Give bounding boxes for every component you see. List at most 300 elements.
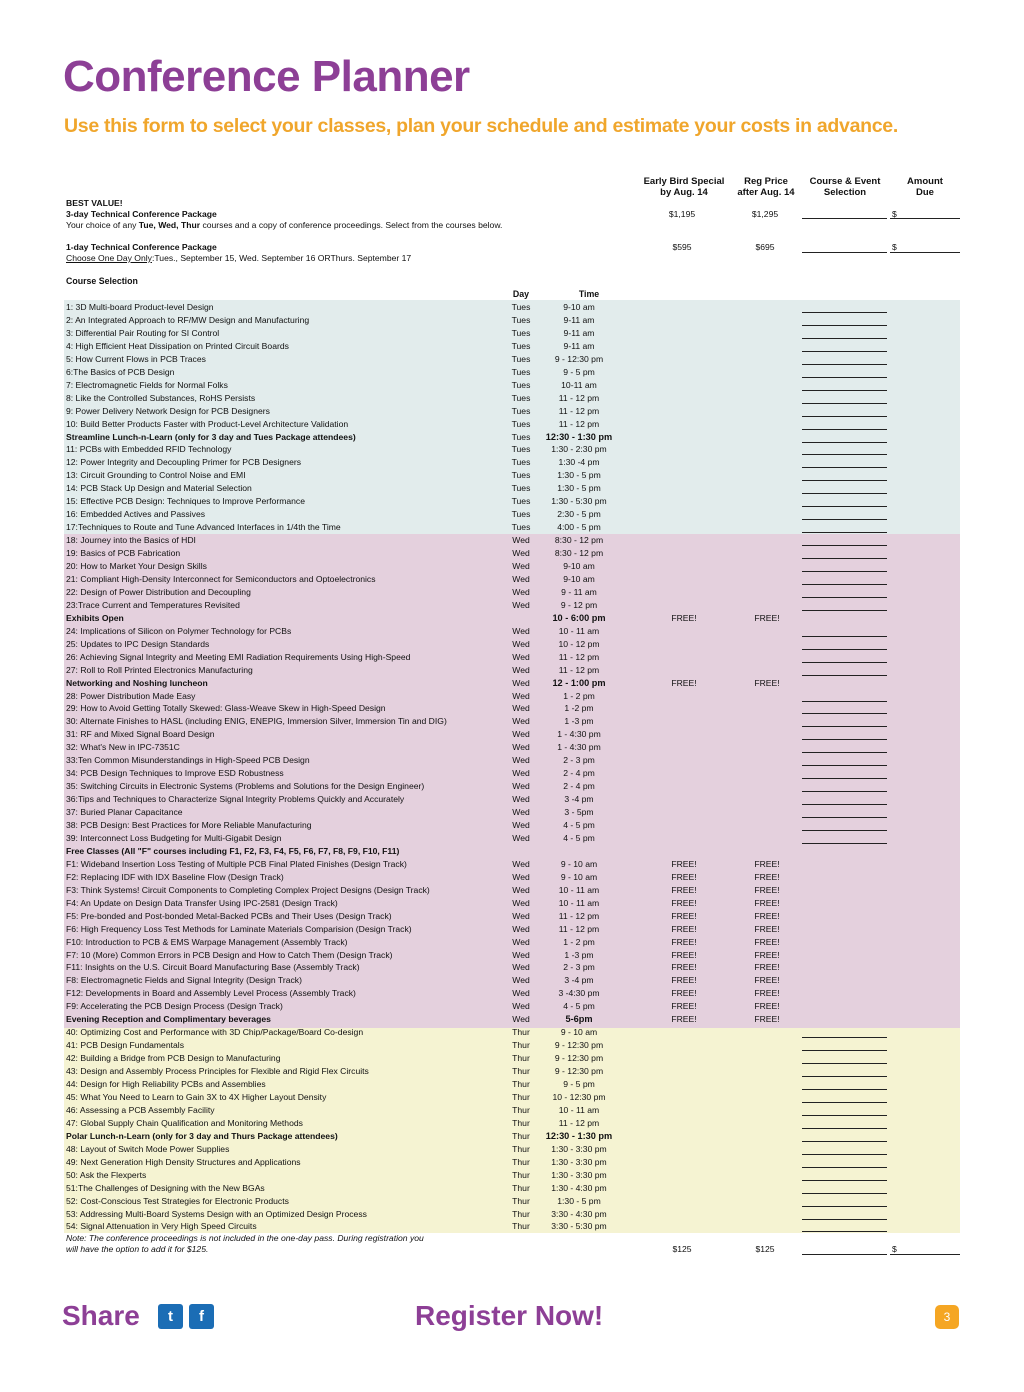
course-selection-field[interactable]: [802, 364, 887, 365]
course-time: 3:30 - 5:30 pm: [551, 1221, 607, 1232]
course-selection-field[interactable]: [802, 1219, 887, 1220]
course-day: Wed: [512, 910, 530, 921]
course-selection-field[interactable]: [802, 493, 887, 494]
share-label: Share: [62, 1300, 140, 1331]
course-day: Tues: [511, 405, 531, 416]
course-time: 1 - 4:30 pm: [557, 742, 601, 753]
table-row: [64, 728, 960, 741]
reg-price-free: FREE!: [754, 871, 780, 882]
course-time: 8:30 - 12 pm: [554, 548, 604, 559]
course-name: 12: Power Integrity and Decoupling Primer for PCB Designers: [66, 457, 302, 468]
course-selection-field[interactable]: [802, 636, 887, 637]
course-time: 10 - 6:00 pm: [552, 612, 606, 623]
course-day: Wed: [512, 923, 530, 934]
table-row: [64, 301, 960, 314]
early-bird-free: FREE!: [671, 975, 697, 986]
course-time: 1 -3 pm: [564, 716, 594, 727]
table-row: [64, 547, 960, 560]
course-time: 9-11 am: [563, 340, 595, 351]
course-day: Wed: [512, 794, 530, 805]
course-day: Wed: [512, 884, 530, 895]
course-selection-field[interactable]: [802, 726, 887, 727]
course-day: Wed: [512, 664, 530, 675]
course-name: 2: An Integrated Approach to RF/MW Design and Manufacturing: [66, 314, 310, 325]
table-row: [64, 534, 960, 547]
course-selection-field[interactable]: [802, 804, 887, 805]
course-day: Wed: [512, 561, 530, 571]
course-day: Thur: [512, 1066, 530, 1077]
table-row: [64, 521, 960, 534]
course-time: 10 - 12:30 pm: [552, 1091, 606, 1102]
course-day: Thur: [512, 1091, 530, 1102]
twitter-icon[interactable]: t: [158, 1304, 183, 1329]
table-row: [64, 482, 960, 495]
course-time: 4 - 5 pm: [563, 1001, 595, 1012]
course-selection-field[interactable]: [802, 1037, 887, 1038]
reg-price-free: FREE!: [754, 858, 780, 869]
course-name: 32: What's New in IPC-7351C: [66, 742, 180, 753]
course-day: Tues: [511, 431, 531, 442]
course-time: 10 - 11 am: [558, 897, 600, 908]
table-row: [64, 1130, 960, 1143]
course-day: Tues: [511, 496, 531, 507]
course-name: 47: Global Supply Chain Qualification and Monitoring Methods: [66, 1117, 303, 1128]
table-row: [64, 884, 960, 897]
course-name: 21: Compliant High-Density Interconnect for Semiconductors and Optoelectronics: [66, 573, 376, 584]
table-row: [64, 1052, 960, 1065]
course-selection-field[interactable]: [802, 610, 887, 611]
table-row: [64, 1091, 960, 1104]
course-day: Wed: [512, 677, 530, 688]
course-selection-field[interactable]: [802, 778, 887, 779]
course-day: Tues: [511, 379, 531, 390]
reg-price-free: FREE!: [754, 923, 780, 934]
course-name: F2: Replacing IDF with IDX Baseline Flow (Design Track): [66, 871, 284, 882]
one-day-early-price: $595: [672, 242, 692, 252]
header-selection: Course & Event Selection: [809, 176, 881, 198]
course-time: 11 - 12 pm: [558, 923, 600, 934]
course-selection-field[interactable]: [802, 791, 887, 792]
course-name: 23:Trace Current and Temperatures Revisited: [66, 599, 240, 610]
course-day: Wed: [512, 820, 530, 830]
course-time: 9-10 am: [563, 302, 595, 312]
table-row: [64, 741, 960, 754]
course-name: 36:Tips and Techniques to Characterize Signal Integrity Problems Quickly and Accurately: [66, 794, 405, 805]
one-day-desc: Choose One Day Only:Tues., September 15, Wed. September 16 ORThurs. September 17: [66, 253, 412, 263]
table-row: [64, 1065, 960, 1078]
course-selection-field[interactable]: [802, 442, 887, 443]
course-name: 50: Ask the Flexperts: [66, 1169, 147, 1180]
course-name: 10: Build Better Products Faster with Product-Level Architecture Validation: [66, 418, 349, 429]
course-day: Tues: [511, 444, 531, 455]
course-name: F8: Electromagnetic Fields and Signal Integrity (Design Track): [66, 975, 302, 986]
table-row: [64, 1156, 960, 1169]
course-selection-field[interactable]: [802, 713, 887, 714]
course-name: 48: Layout of Switch Mode Power Supplies: [66, 1143, 230, 1154]
course-name: 30: Alternate Finishes to HASL (including ENIG, ENEPIG, Immersion Silver, Immersion Tin and DIG): [66, 716, 447, 727]
course-selection-field[interactable]: [802, 1115, 887, 1116]
proceedings-early-price: $125: [672, 1244, 692, 1254]
course-selection-field[interactable]: [802, 351, 887, 352]
table-row: [64, 625, 960, 638]
course-time: 1:30 - 2:30 pm: [551, 444, 607, 455]
early-bird-free: FREE!: [671, 949, 697, 960]
table-row: [64, 560, 960, 573]
day-column-header: Day: [512, 289, 530, 299]
table-row: [64, 1169, 960, 1182]
course-name: 51:The Challenges of Designing with the New BGAs: [66, 1182, 265, 1193]
table-row: [64, 638, 960, 651]
course-name: Networking and Noshing luncheon: [66, 677, 208, 688]
course-time: 3 -4:30 pm: [558, 988, 600, 999]
header-amount-due: Amount Due: [907, 176, 943, 198]
course-selection-field[interactable]: [802, 1102, 887, 1103]
course-day: Tues: [511, 353, 531, 364]
register-now-link[interactable]: Register Now!: [415, 1300, 604, 1331]
course-day: Wed: [512, 755, 530, 766]
course-selection-field[interactable]: [802, 558, 887, 559]
course-day: Tues: [511, 314, 531, 325]
course-selection-field[interactable]: [802, 1193, 887, 1194]
course-day: Wed: [512, 535, 530, 546]
course-day: Wed: [512, 651, 530, 662]
course-selection-field[interactable]: [802, 1180, 887, 1181]
course-name: Polar Lunch-n-Learn (only for 3 day and Thurs Package attendees): [66, 1130, 338, 1141]
course-name: F5: Pre-bonded and Post-bonded Metal-Backed PCBs and Their Uses (Design Track): [66, 910, 392, 921]
course-name: 24: Implications of Silicon on Polymer Technology for PCBs: [66, 625, 292, 636]
course-selection-field[interactable]: [802, 506, 887, 507]
course-name: 37: Buried Planar Capacitance: [66, 807, 183, 818]
proceedings-amount-field[interactable]: [890, 1254, 960, 1255]
course-time: 9 - 10 am: [560, 858, 598, 869]
course-selection-field[interactable]: [802, 765, 887, 766]
header-reg-price: Reg Price after Aug. 14: [737, 176, 795, 198]
table-row: [64, 392, 960, 405]
course-name: F9: Accelerating the PCB Design Process (Design Track): [66, 1001, 283, 1012]
course-time: 11 - 12 pm: [558, 405, 600, 416]
course-day: Wed: [512, 807, 530, 818]
course-time: 11 - 12 pm: [558, 651, 600, 662]
course-time: 1:30 - 3:30 pm: [551, 1143, 607, 1154]
course-day: Tues: [511, 522, 531, 533]
course-day: Wed: [512, 781, 530, 792]
course-name: 43: Design and Assembly Process Principles for Flexible and Rigid Flex Circuits: [66, 1066, 369, 1077]
course-day: Thur: [512, 1104, 530, 1115]
course-time: 1:30 - 4:30 pm: [551, 1182, 607, 1193]
reg-price-free: FREE!: [754, 936, 780, 947]
course-day: Wed: [512, 625, 530, 636]
course-selection-field[interactable]: [802, 1154, 887, 1155]
course-selection-field[interactable]: [802, 675, 887, 676]
course-day: Wed: [512, 638, 530, 649]
course-name: 6:The Basics of PCB Design: [66, 366, 175, 377]
course-selection-field[interactable]: [802, 519, 887, 520]
course-selection-field[interactable]: [802, 545, 887, 546]
course-day: Wed: [512, 962, 530, 973]
table-row: [64, 780, 960, 793]
table-row: [64, 495, 960, 508]
course-selection-field[interactable]: [802, 338, 887, 339]
course-selection-field[interactable]: [802, 1063, 887, 1064]
course-name: 40: Optimizing Cost and Performance with 3D Chip/Package/Board Co-design: [66, 1027, 364, 1038]
early-bird-free: FREE!: [671, 1014, 697, 1025]
three-day-amount-field[interactable]: [890, 218, 960, 219]
course-name: 7: Electromagnetic Fields for Normal Folks: [66, 379, 228, 390]
course-name: 15: Effective PCB Design: Techniques to Improve Performance: [66, 496, 305, 507]
course-name: F10: Introduction to PCB & EMS Warpage Management (Assembly Track): [66, 936, 348, 947]
early-bird-free: FREE!: [671, 923, 697, 934]
course-time: 4:00 - 5 pm: [557, 522, 601, 533]
course-name: 26: Achieving Signal Integrity and Meeting EMI Radiation Requirements Using High-Speed: [66, 651, 411, 662]
table-row: [64, 1143, 960, 1156]
course-time: 12:30 - 1:30 pm: [545, 1130, 613, 1141]
course-day: Tues: [511, 457, 531, 468]
course-time: 9 - 12:30 pm: [554, 353, 604, 364]
course-selection-field[interactable]: [802, 1089, 887, 1090]
table-row: [64, 418, 960, 431]
proceedings-dollar: $: [892, 1244, 897, 1254]
course-selection-field[interactable]: [802, 817, 887, 818]
course-selection-field[interactable]: [802, 1076, 887, 1077]
course-time: 2 - 3 pm: [563, 962, 595, 973]
course-selection-field[interactable]: [802, 649, 887, 650]
course-selection-field[interactable]: [802, 312, 887, 313]
early-bird-free: FREE!: [671, 1001, 697, 1012]
course-selection-field[interactable]: [802, 584, 887, 585]
course-selection-field[interactable]: [802, 429, 887, 430]
course-name: 3: Differential Pair Routing for SI Control: [66, 327, 220, 338]
course-day: Wed: [512, 949, 530, 960]
course-time: 2 - 4 pm: [563, 781, 595, 792]
course-selection-field[interactable]: [802, 571, 887, 572]
course-name: 45: What You Need to Learn to Gain 3X to 4X Higher Layout Density: [66, 1091, 327, 1102]
table-row: [64, 832, 960, 845]
course-name: 41: PCB Design Fundamentals: [66, 1040, 184, 1051]
course-selection-field[interactable]: [802, 377, 887, 378]
course-name: 25: Updates to IPC Design Standards: [66, 638, 210, 649]
course-selection-field[interactable]: [802, 1206, 887, 1207]
course-name: 19: Basics of PCB Fabrication: [66, 548, 181, 559]
course-selection-field[interactable]: [802, 739, 887, 740]
course-day: Wed: [512, 729, 530, 740]
course-time: 11 - 12 pm: [558, 664, 600, 675]
course-name: 54: Signal Attenuation in Very High Speed Circuits: [66, 1221, 257, 1232]
table-row: [64, 1026, 960, 1039]
reg-price-free: FREE!: [754, 677, 780, 688]
table-row: [64, 1208, 960, 1221]
table-row: [64, 340, 960, 353]
three-day-title: 3-day Technical Conference Package: [66, 209, 217, 219]
course-day: Tues: [511, 366, 531, 377]
course-time: 9 - 10 am: [560, 1027, 598, 1038]
reg-price-free: FREE!: [754, 1014, 780, 1025]
early-bird-free: FREE!: [671, 677, 697, 688]
course-time: 2 - 3 pm: [563, 755, 595, 766]
course-name: 20: How to Market Your Design Skills: [66, 561, 207, 571]
page-title: Conference Planner: [63, 52, 470, 101]
course-name: 53: Addressing Multi-Board Systems Design with an Optimized Design Process: [66, 1208, 367, 1219]
course-day: Thur: [512, 1156, 530, 1167]
course-name: F12: Developments in Board and Assembly Level Process (Assembly Track): [66, 988, 356, 999]
course-day: Wed: [512, 832, 530, 843]
table-row: [64, 327, 960, 340]
course-selection-field[interactable]: [802, 830, 887, 831]
course-time: 1:30 - 3:30 pm: [551, 1169, 607, 1180]
course-time: 9 - 5 pm: [563, 366, 595, 377]
table-row: [64, 405, 960, 418]
course-selection-field[interactable]: [802, 1231, 887, 1232]
table-row: [64, 573, 960, 586]
table-row: [64, 612, 960, 625]
table-row: [64, 1117, 960, 1130]
course-time: 9-10 am: [563, 573, 595, 584]
course-selection-field[interactable]: [802, 597, 887, 598]
course-selection-field[interactable]: [802, 416, 887, 417]
course-time: 9-10 am: [563, 561, 595, 571]
reg-price-free: FREE!: [754, 1001, 780, 1012]
table-row: [64, 690, 960, 703]
reg-price-free: FREE!: [754, 612, 780, 623]
course-time: 1:30 - 3:30 pm: [551, 1156, 607, 1167]
course-time: 9-11 am: [563, 327, 595, 338]
table-row: [64, 819, 960, 832]
table-row: [64, 897, 960, 910]
course-day: Wed: [512, 988, 530, 999]
course-name: 31: RF and Mixed Signal Board Design: [66, 729, 215, 740]
course-selection-field[interactable]: [802, 467, 887, 468]
course-time: 10 - 11 am: [558, 625, 600, 636]
course-selection-field[interactable]: [802, 1141, 887, 1142]
table-row: [64, 456, 960, 469]
course-name: 29: How to Avoid Getting Totally Skewed: Glass-Weave Skew in High-Speed Design: [66, 703, 386, 714]
course-time: 4 - 5 pm: [563, 820, 595, 830]
course-time: 10 - 11 am: [558, 1104, 600, 1115]
early-bird-free: FREE!: [671, 884, 697, 895]
course-day: Wed: [512, 548, 530, 559]
course-name: 46: Assessing a PCB Assembly Facility: [66, 1104, 215, 1115]
course-selection-field[interactable]: [802, 701, 887, 702]
reg-price-free: FREE!: [754, 910, 780, 921]
three-day-desc: Your choice of any Tue, Wed, Thur courses and a copy of conference proceedings. Select from the courses below.: [66, 220, 503, 230]
course-name: 17:Techniques to Route and Tune Advanced Interfaces in 1/4th the Time: [66, 522, 341, 533]
course-day: Wed: [512, 703, 530, 714]
course-time: 5-6pm: [565, 1014, 593, 1025]
course-day: Wed: [512, 573, 530, 584]
course-selection-field[interactable]: [802, 1128, 887, 1129]
reg-price-free: FREE!: [754, 962, 780, 973]
course-selection-field[interactable]: [802, 1050, 887, 1051]
course-day: Wed: [512, 1001, 530, 1012]
course-day: Thur: [512, 1208, 530, 1219]
course-selection-field[interactable]: [802, 325, 887, 326]
course-selection-field[interactable]: [802, 662, 887, 663]
one-day-amount-field[interactable]: [890, 252, 960, 253]
course-selection-field[interactable]: [802, 752, 887, 753]
course-day: Wed: [512, 1014, 530, 1025]
course-time: 1:30 - 5:30 pm: [551, 496, 607, 507]
course-name: 42: Building a Bridge from PCB Design to Manufacturing: [66, 1053, 281, 1064]
course-name: 27: Roll to Roll Printed Electronics Manufacturing: [66, 664, 253, 675]
course-selection-field[interactable]: [802, 480, 887, 481]
course-name: 52: Cost-Conscious Test Strategies for Electronic Products: [66, 1195, 289, 1206]
course-time: 9 - 12:30 pm: [554, 1053, 604, 1064]
course-time: 3 -4 pm: [564, 975, 594, 986]
course-time: 3 - 5pm: [564, 807, 594, 818]
course-time: 10 - 12 pm: [558, 638, 600, 649]
course-selection-field[interactable]: [802, 403, 887, 404]
course-name: Evening Reception and Complimentary beverages: [66, 1014, 271, 1025]
course-name: 9: Power Delivery Network Design for PCB Designers: [66, 405, 270, 416]
page-subtitle: Use this form to select your classes, plan your schedule and estimate your costs in advance.: [64, 115, 898, 137]
course-time: 1 -3 pm: [564, 949, 594, 960]
time-column-header: Time: [578, 289, 600, 299]
course-day: Thur: [512, 1169, 530, 1180]
course-name: 18: Journey into the Basics of HDI: [66, 535, 196, 546]
course-day: Wed: [512, 897, 530, 908]
course-name: 16: Embedded Actives and Passives: [66, 509, 206, 520]
table-row: [64, 910, 960, 923]
table-row: [64, 806, 960, 819]
table-row: [64, 431, 960, 444]
proceedings-selection-field[interactable]: [802, 1254, 887, 1255]
one-day-selection-field[interactable]: [802, 252, 887, 253]
course-selection-field[interactable]: [802, 843, 887, 844]
table-row: [64, 1078, 960, 1091]
course-day: Thur: [512, 1040, 530, 1051]
table-row: [64, 858, 960, 871]
table-row: [64, 845, 960, 858]
three-day-selection-field[interactable]: [802, 218, 887, 219]
course-day: Thur: [512, 1195, 530, 1206]
course-time: 1:30 - 5 pm: [557, 470, 601, 481]
course-selection-field[interactable]: [802, 390, 887, 391]
early-bird-free: FREE!: [671, 910, 697, 921]
course-name: 38: PCB Design: Best Practices for More Reliable Manufacturing: [66, 820, 312, 830]
course-time: 11 - 12 pm: [558, 418, 600, 429]
course-time: 2:30 - 5 pm: [557, 509, 601, 520]
course-time: 12 - 1:00 pm: [552, 677, 606, 688]
course-day: Thur: [512, 1143, 530, 1154]
course-name: 11: PCBs with Embedded RFID Technology: [66, 444, 232, 455]
one-day-reg-price: $695: [755, 242, 775, 252]
course-selection-field[interactable]: [802, 454, 887, 455]
facebook-icon[interactable]: f: [189, 1304, 214, 1329]
course-day: Tues: [511, 418, 531, 429]
table-row: [64, 871, 960, 884]
course-selection-field[interactable]: [802, 532, 887, 533]
table-row: [64, 1220, 960, 1233]
course-name: 44: Design for High Reliability PCBs and Assemblies: [66, 1079, 266, 1089]
course-day: Tues: [511, 302, 531, 312]
table-row: [64, 961, 960, 974]
course-day: Thur: [512, 1221, 530, 1232]
course-name: F1: Wideband Insertion Loss Testing of Multiple PCB Final Plated Finishes (Design Track): [66, 858, 407, 869]
course-time: 12:30 - 1:30 pm: [545, 431, 613, 442]
course-time: 9 - 5 pm: [563, 1079, 595, 1089]
course-day: Thur: [512, 1027, 530, 1038]
course-selection-field[interactable]: [802, 1167, 887, 1168]
reg-price-free: FREE!: [754, 988, 780, 999]
course-name: F3: Think Systems! Circuit Components to Completing Complex Project Designs (Design Track): [66, 884, 430, 895]
early-bird-free: FREE!: [671, 962, 697, 973]
course-time: 9 - 12:30 pm: [554, 1040, 604, 1051]
course-day: Wed: [512, 936, 530, 947]
course-name: 35: Switching Circuits in Electronic Systems (Problems and Solutions for the Design Engineer): [66, 781, 425, 792]
table-row: [64, 443, 960, 456]
course-name: F7: 10 (More) Common Errors in PCB Design and How to Catch Them (Design Track): [66, 949, 393, 960]
course-name: Exhibits Open: [66, 612, 124, 623]
course-day: Thur: [512, 1079, 530, 1089]
